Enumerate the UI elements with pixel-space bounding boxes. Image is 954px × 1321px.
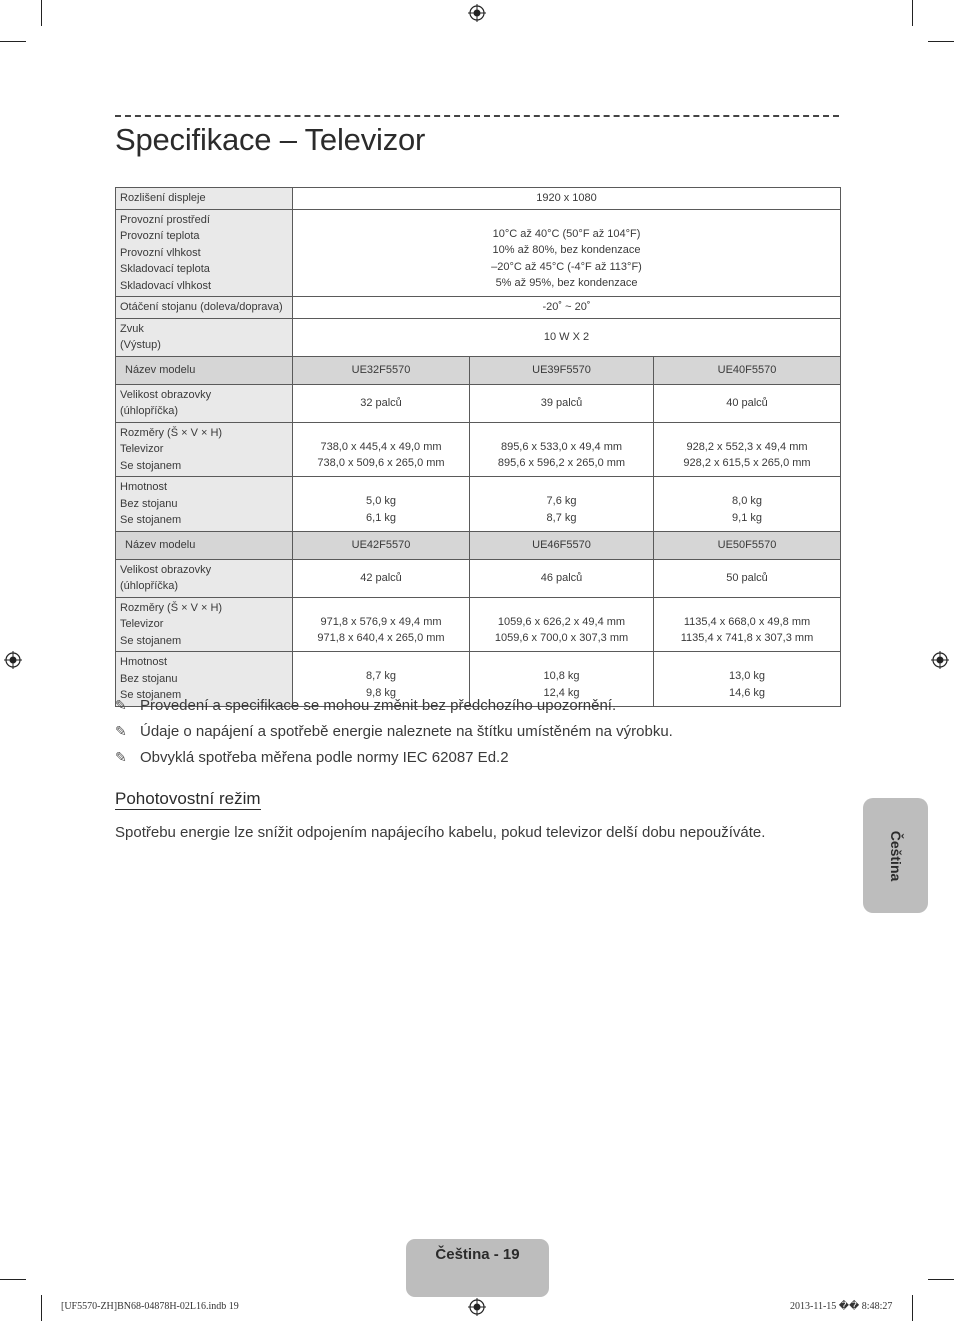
row-label: Provozní prostředí Provozní teplota Provozní vlhkost Skladovací teplota Skladovací vlhkost	[116, 209, 293, 297]
cell-value: 895,6 x 533,0 x 49,4 mm 895,6 x 596,2 x 265,0 mm	[470, 422, 654, 477]
spec-table	[115, 187, 841, 707]
notes-list	[115, 694, 845, 772]
cell-value: 46 palců	[470, 559, 654, 597]
model-header-row	[116, 356, 841, 384]
cell-value: 1135,4 x 668,0 x 49,8 mm 1135,4 x 741,8 x 307,3 mm	[654, 597, 841, 652]
table-row	[116, 422, 841, 477]
print-footer-file: [UF5570-ZH]BN68-04878H-02L16.indb 19	[61, 1301, 239, 1312]
row-value: 10°C až 40°C (50°F až 104°F) 10% až 80%, bez kondenzace –20°C až 45°C (-4°F až 113°F) 5% až 95%, bez kondenzace	[293, 209, 841, 297]
note-item: ✎ Obvyklá spotřeba měřena podle normy IEC 62087 Ed.2	[115, 746, 845, 772]
cell-value: 42 palců	[293, 559, 470, 597]
model-name: UE46F5570	[470, 531, 654, 559]
crop-mark	[41, 0, 42, 26]
section-text: Spotřebu energie lze snížit odpojením napájecího kabelu, pokud televizor delší dobu nepoužíváte.	[115, 824, 766, 841]
crop-mark	[928, 1279, 954, 1280]
section-heading: Pohotovostní režim	[115, 789, 261, 808]
title-divider	[115, 115, 839, 117]
row-value: -20˚ ~ 20˚	[293, 297, 841, 319]
crop-mark	[0, 41, 26, 42]
cell-value: 39 palců	[470, 384, 654, 422]
model-name: UE50F5570	[654, 531, 841, 559]
row-label: Rozměry (Š × V × H) Televizor Se stojanem	[116, 597, 293, 652]
page-number-tab	[406, 1239, 549, 1297]
table-row	[116, 597, 841, 652]
registration-mark-icon	[4, 651, 22, 669]
page-number: Čeština - 19	[435, 1246, 520, 1263]
model-name: UE32F5570	[293, 356, 470, 384]
cell-value: 1059,6 x 626,2 x 49,4 mm 1059,6 x 700,0 x 307,3 mm	[470, 597, 654, 652]
table-row	[116, 477, 841, 532]
table-row	[116, 188, 841, 210]
registration-mark-icon	[931, 651, 949, 669]
model-name: UE40F5570	[654, 356, 841, 384]
registration-mark-icon	[468, 1298, 486, 1316]
table-row	[116, 384, 841, 422]
row-label: Rozměry (Š × V × H) Televizor Se stojanem	[116, 422, 293, 477]
cell-value: 13,0 kg 14,6 kg	[654, 652, 841, 707]
row-label: Hmotnost Bez stojanu Se stojanem	[116, 652, 293, 707]
note-item: ✎ Údaje o napájení a spotřebě energie naleznete na štítku umístěném na výrobku.	[115, 720, 845, 746]
note-item: ✎ Provedení a specifikace se mohou změnit bez předchozího upozornění.	[115, 694, 845, 720]
cell-value: 40 palců	[654, 384, 841, 422]
cell-value: 50 palců	[654, 559, 841, 597]
table-row	[116, 559, 841, 597]
row-label: Velikost obrazovky (úhlopříčka)	[116, 384, 293, 422]
row-label: Název modelu	[116, 356, 293, 384]
cell-value: 5,0 kg 6,1 kg	[293, 477, 470, 532]
crop-mark	[41, 1295, 42, 1321]
table-row	[116, 297, 841, 319]
table-row	[116, 318, 841, 356]
row-label: Název modelu	[116, 531, 293, 559]
crop-mark	[912, 0, 913, 26]
cell-value: 928,2 x 552,3 x 49,4 mm 928,2 x 615,5 x 265,0 mm	[654, 422, 841, 477]
model-name: UE42F5570	[293, 531, 470, 559]
cell-value: 8,0 kg 9,1 kg	[654, 477, 841, 532]
registration-mark-icon	[468, 4, 486, 22]
row-label: Otáčení stojanu (doleva/doprava)	[116, 297, 293, 319]
row-label: Zvuk (Výstup)	[116, 318, 293, 356]
row-value: 10 W X 2	[293, 318, 841, 356]
cell-value: 7,6 kg 8,7 kg	[470, 477, 654, 532]
crop-mark	[928, 41, 954, 42]
language-side-tab	[863, 798, 928, 913]
cell-value: 10,8 kg 12,4 kg	[470, 652, 654, 707]
cell-value: 8,7 kg 9,8 kg	[293, 652, 470, 707]
pencil-note-icon: ✎	[115, 697, 127, 713]
crop-mark	[912, 1295, 913, 1321]
table-row	[116, 209, 841, 297]
page-title: Specifikace – Televizor	[115, 122, 426, 157]
print-footer-timestamp: 2013-11-15 �� 8:48:27	[790, 1301, 893, 1312]
model-header-row	[116, 531, 841, 559]
cell-value: 32 palců	[293, 384, 470, 422]
pencil-note-icon: ✎	[115, 749, 127, 765]
crop-mark	[0, 1279, 26, 1280]
model-name: UE39F5570	[470, 356, 654, 384]
row-label: Hmotnost Bez stojanu Se stojanem	[116, 477, 293, 532]
row-label: Velikost obrazovky (úhlopříčka)	[116, 559, 293, 597]
row-label: Rozlišení displeje	[116, 188, 293, 210]
cell-value: 738,0 x 445,4 x 49,0 mm 738,0 x 509,6 x 265,0 mm	[293, 422, 470, 477]
row-value: 1920 x 1080	[293, 188, 841, 210]
pencil-note-icon: ✎	[115, 723, 127, 739]
side-tab-label: Čeština	[887, 830, 904, 881]
cell-value: 971,8 x 576,9 x 49,4 mm 971,8 x 640,4 x 265,0 mm	[293, 597, 470, 652]
